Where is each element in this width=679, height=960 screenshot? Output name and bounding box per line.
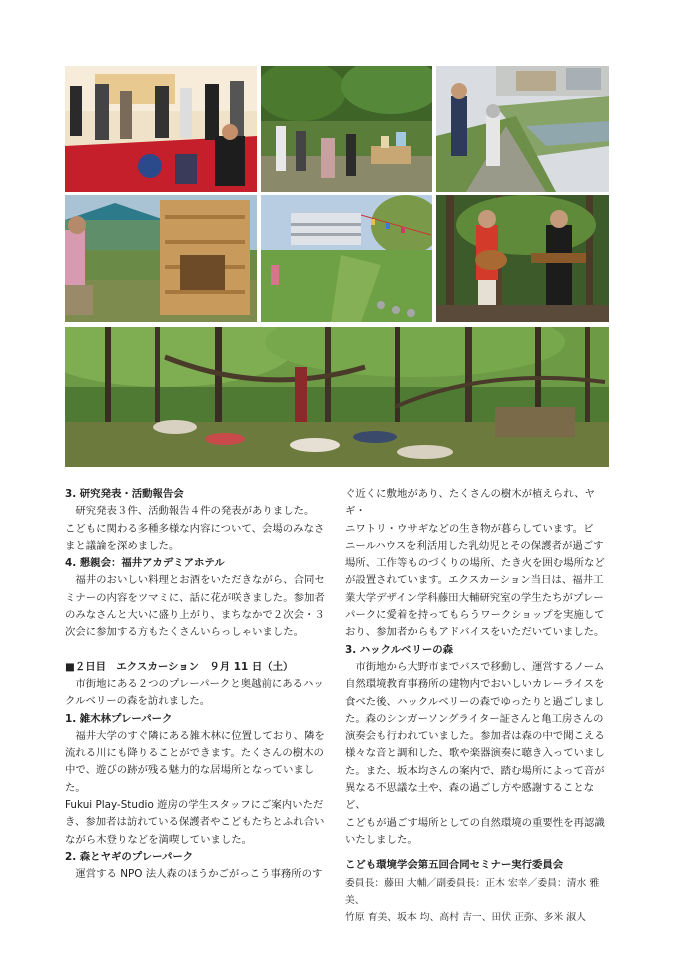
paragraph-line: Fukui Play-Studio 遊房の学生スタッフにご案内いただ [65,799,324,812]
paragraph-line: 流れる川にも降りることができます。たくさんの樹木の [65,747,324,760]
photo-riverside-path [436,66,609,192]
paragraph-line: 市街地にある２つのプレーパークと奥越前にあるハッ [75,677,324,690]
paragraph-line: ニールハウスを利活用した乳幼児とその保護者が過ごす [345,539,604,552]
paragraph-line: おり、参加者からもアドバイスをいただいていました。 [345,626,605,639]
paragraph-line: 異なる不思議な土や、森の過ごし方や感謝することなど、 [345,782,595,812]
paragraph-line: こどもが過ごす場所としての自然環境の重要性を再認識 [345,816,605,829]
photo-wooden-tower [65,195,257,322]
day2-heading: ■２日目 エクスカーション ９月 11 日（土） [65,660,294,673]
section-heading-reception: 4. 懇親会：福井アカデミアホテル [65,557,225,570]
paragraph-line: き、参加者は訪れている保護者やこどもたちとふれ合い [65,816,325,829]
paragraph-line: 演奏会も行われていました。参加者は森の中で聞こえる [345,730,605,743]
paragraph-line: クルベリーの森を訪れました。 [65,695,211,708]
photo-reception-hall [65,66,257,192]
section-heading-huckleberry: 3. ハックルベリーの森 [345,643,453,656]
section-heading-goat-park: 2. 森とヤギのプレーパーク [65,850,194,863]
paragraph-line: ながら木登りなどを満喫していました。 [65,833,253,846]
paragraph-line: ミナーの内容をツマミに、話に花が咲きました。参加者 [65,591,325,604]
photo-forest-wide [65,327,609,467]
paragraph-line: 場所、工作等ものづくりの場所、たき火を囲む場所など [345,557,605,570]
paragraph-line: 様々な音と調和した、歌や楽器演奏に聴き入っていまし [345,747,605,760]
paragraph-line: いたしました。 [345,833,418,846]
paragraph-line: 自然環境教育事務所の建物内でおいしいカレーライスを [345,678,605,691]
paragraph-line: こどもに関わる多種多様な内容について、会場のみなさ [65,522,325,535]
paragraph-line: 福井大学のすぐ隣にある雑木林に位置しており、隣を [75,729,325,742]
paragraph-line: 業大学デザイン学科藤田大輔研究室の学生たちがプレー [345,591,604,604]
left-column [65,486,330,884]
paragraph-line: 運営する NPO 法人森のほうかごがっこう事務所のす [75,868,323,881]
photo-forest-concert [436,195,609,322]
paragraph-line: 中で、遊びの跡が残る魅力的な居場所となっていました。 [65,764,315,794]
paragraph-line: 次会に参加する方もたくさんいらっしゃいました。 [65,626,304,639]
photo-outdoor-gathering [261,66,432,192]
right-column [345,486,613,926]
photo-park-field [261,195,432,322]
section-heading-research: 3. 研究発表・活動報告会 [65,488,184,500]
paragraph-line: パークに愛着を持ってもらうワークショップを実施して [345,609,605,622]
paragraph-line: ニワトリ・ウサギなどの生き物が暮らしています。ビ [345,522,594,535]
section-heading-woodland-park: 1. 雑木林プレーパーク [65,712,173,725]
paragraph-line: 市街地から大野市までバスで移動し、運営するノーム [355,660,605,673]
committee-members: 委員長：藤田 大輔／副委員長：正木 宏幸／委員：清水 雅美、 [345,877,600,906]
paragraph-line: まと議論を深めました。 [65,539,180,552]
paragraph-line: 福井のおいしい料理とお酒をいただきながら、合同セ [75,574,325,587]
paragraph-line: のみなさんと大いに盛り上がり、まちなかで２次会・３ [65,609,325,622]
paragraph-line: が設置されています。エクスカーション当日は、福井工 [345,574,604,587]
paragraph-line: た。また、坂本均さんの案内で、踏む場所によって音が [345,764,605,777]
committee-members: 竹原 育美、坂本 均、高村 吉一、田伏 正弥、多米 淑人 [345,912,586,924]
committee-title: こども環境学会第五回合同セミナー実行委員会 [345,859,564,872]
paragraph-line: 研究発表３件、活動報告４件の発表がありました。 [75,505,315,518]
paragraph-line: ぐ近くに敷地があり、たくさんの樹木が植えられ、ヤギ・ [345,488,595,518]
paragraph-line: た。森のシンガーソングライター証さんと亀工房さんの [345,712,604,725]
paragraph-line: 食べた後、ハックルベリーの森でゆったりと過ごしまし [345,695,605,708]
